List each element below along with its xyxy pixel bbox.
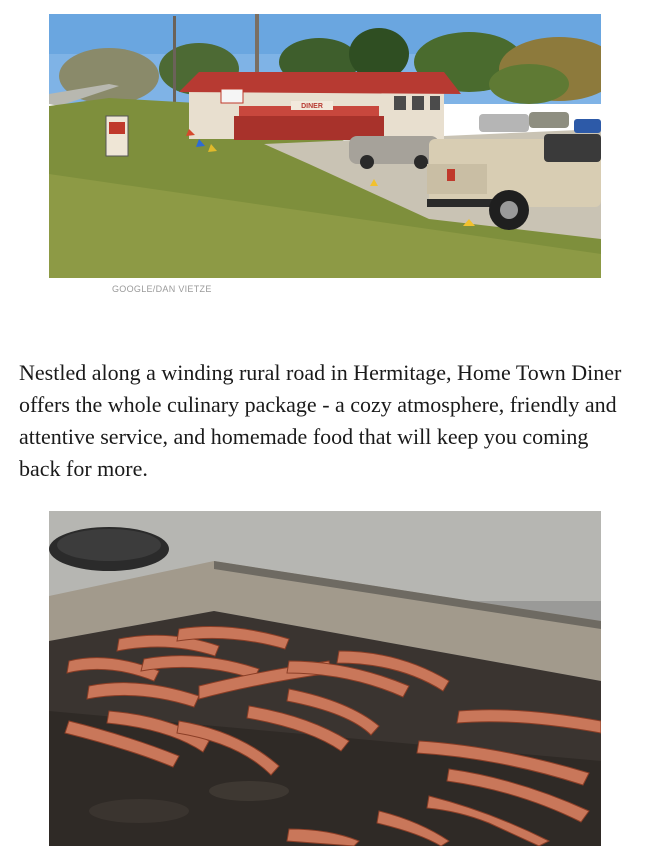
bacon-grill-illustration	[49, 511, 601, 846]
diner-sign-text: DINER	[301, 103, 323, 110]
diner-exterior-photo	[49, 14, 601, 278]
article-paragraph: Nestled along a winding rural road in Hermitage, Home Town Diner offers the whole culinary package - a cozy atmosphere, friendly and attentive service, and homemade food that will keep you coming back for more.	[19, 360, 622, 481]
diner-exterior-illustration	[49, 14, 601, 278]
photo-credit: GOOGLE/DAN VIETZE	[112, 284, 212, 294]
bacon-grill-photo	[49, 511, 601, 846]
